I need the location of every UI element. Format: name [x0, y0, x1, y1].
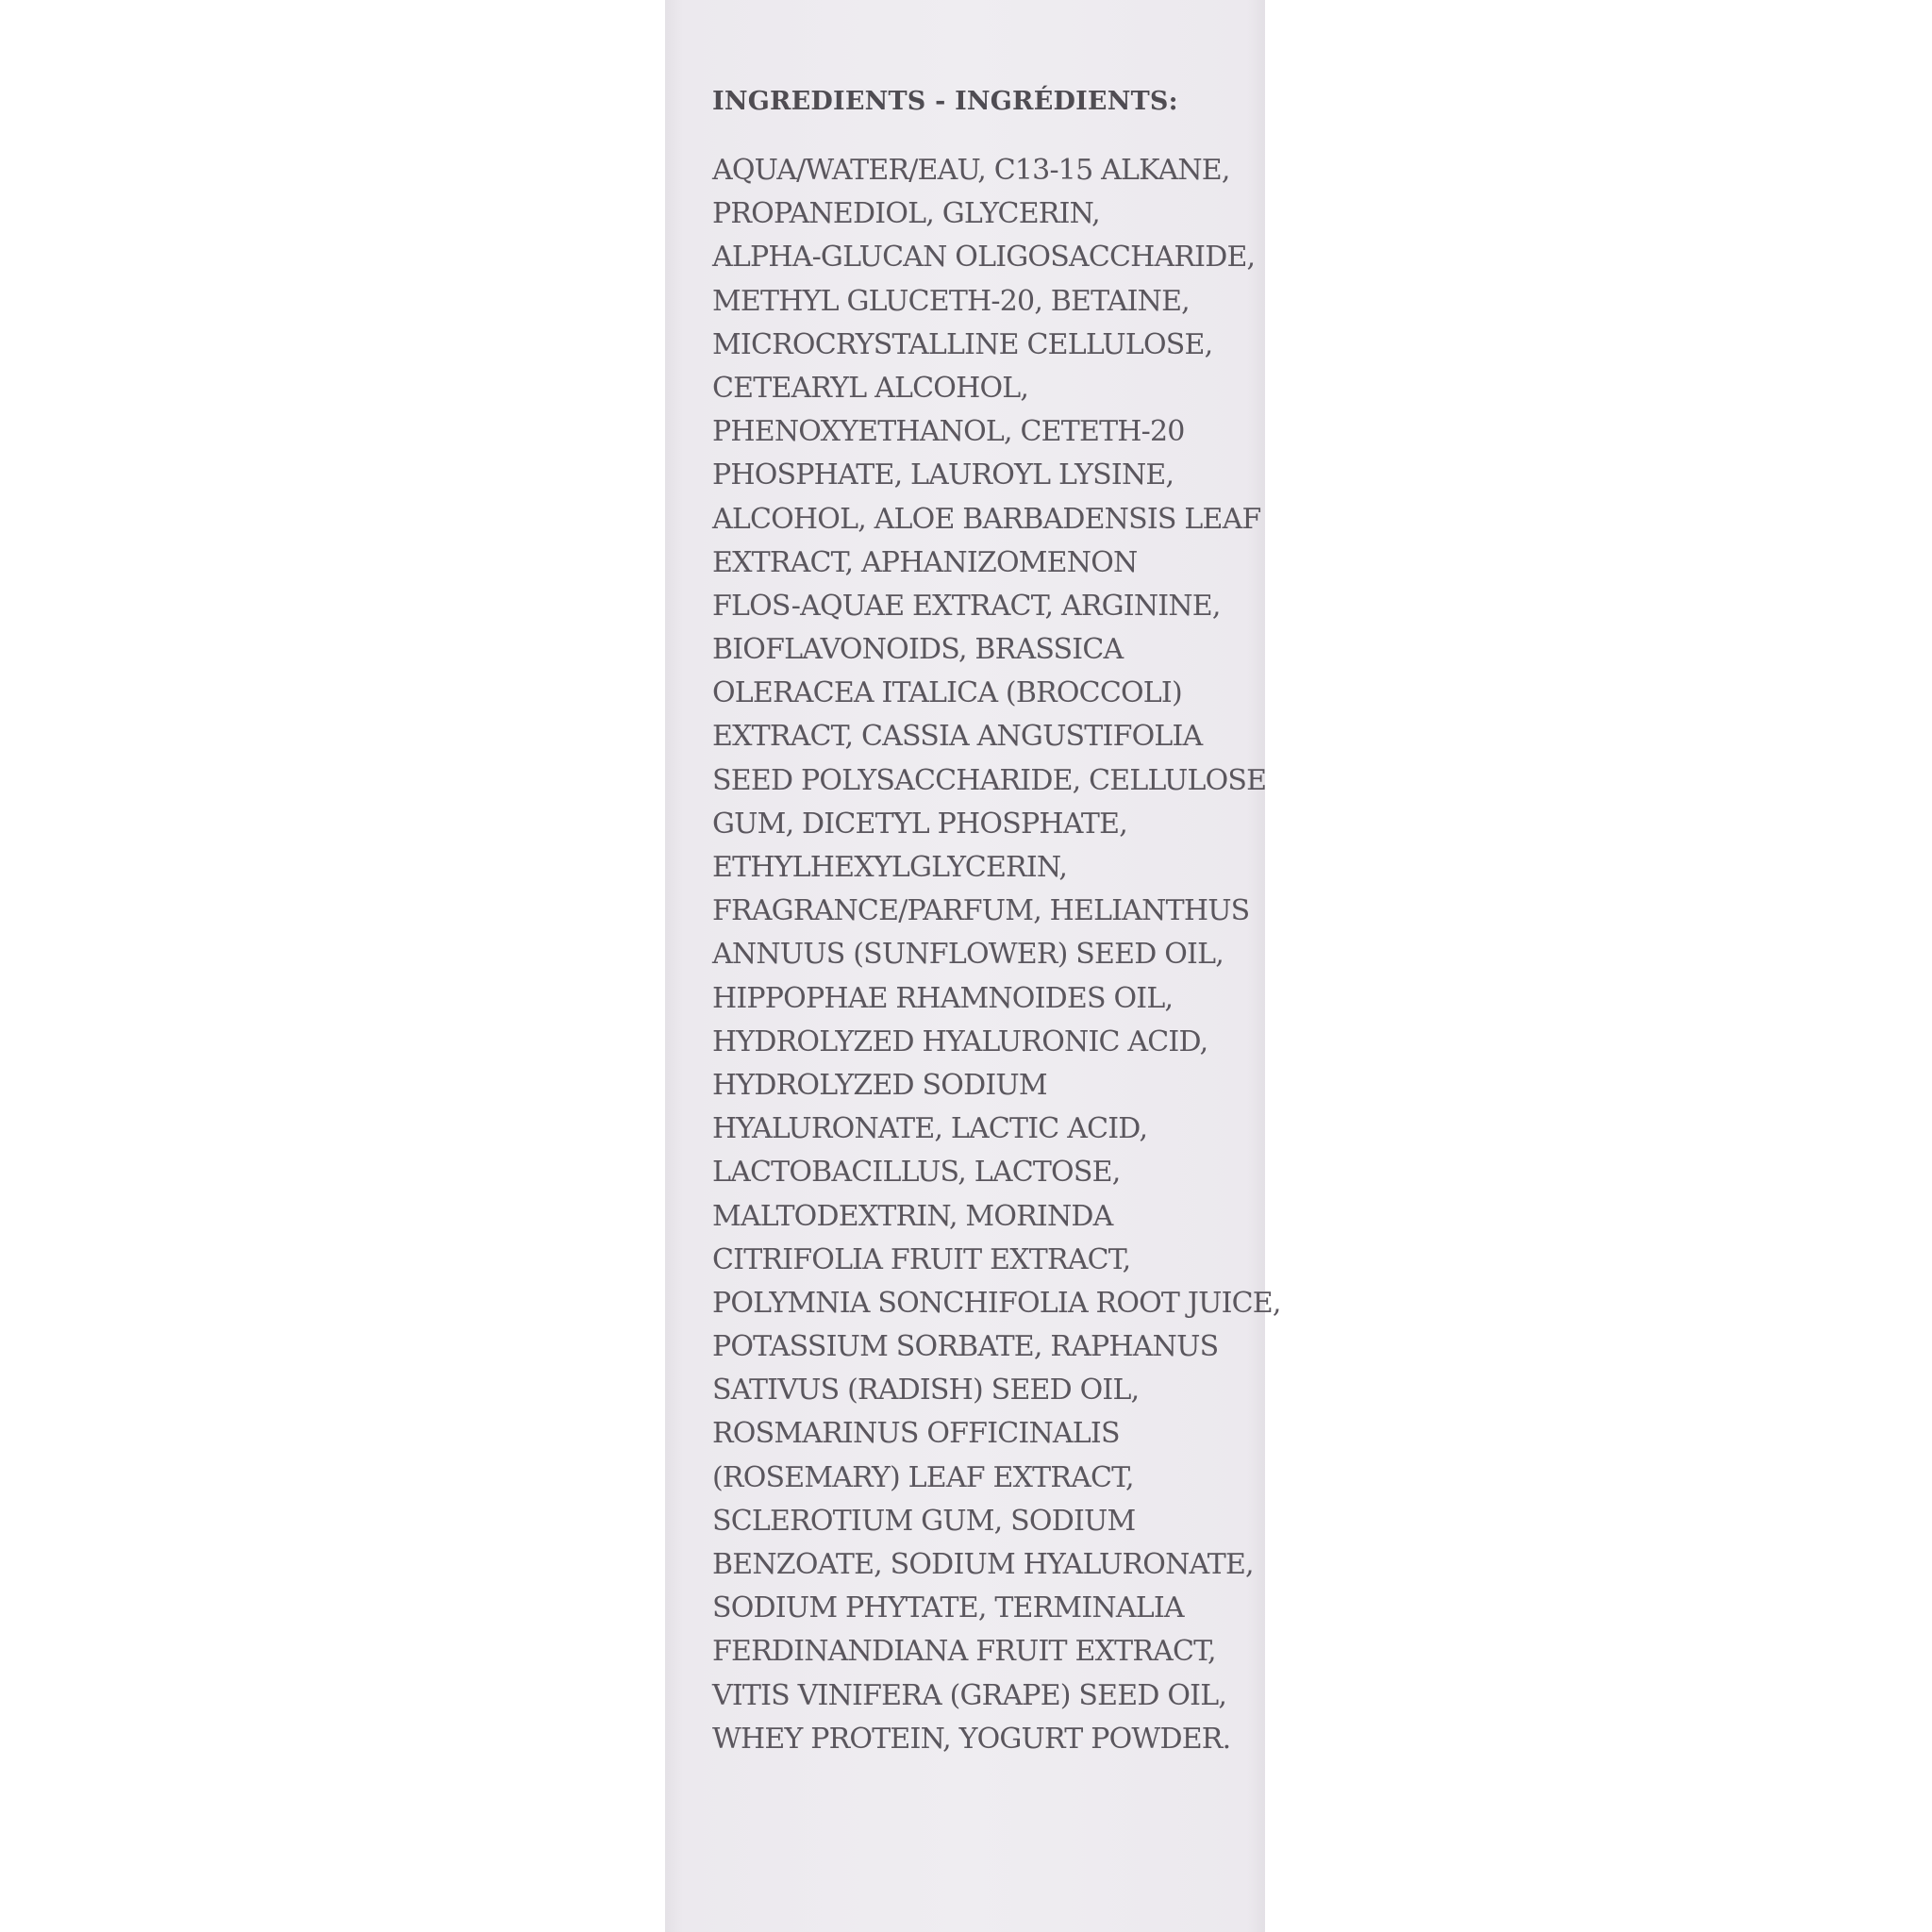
ingredients-line: FRAGRANCE/PARFUM, HELIANTHUS: [712, 894, 1250, 928]
ingredients-line: ETHYLHEXYLGLYCERIN,: [712, 851, 1068, 884]
ingredients-line: WHEY PROTEIN, YOGURT POWDER.: [712, 1722, 1231, 1756]
ingredients-line: CETEARYL ALCOHOL,: [712, 371, 1029, 405]
ingredients-line: SODIUM PHYTATE, TERMINALIA: [712, 1591, 1184, 1625]
ingredients-line: ALCOHOL, ALOE BARBADENSIS LEAF: [712, 502, 1261, 536]
ingredients-line: EXTRACT, CASSIA ANGUSTIFOLIA: [712, 720, 1203, 754]
ingredients-line: (ROSEMARY) LEAF EXTRACT,: [712, 1460, 1134, 1494]
ingredients-heading: INGREDIENTS - INGRÉDIENTS:: [712, 87, 1178, 116]
ingredients-line: HYDROLYZED SODIUM: [712, 1068, 1047, 1102]
ingredients-line: SATIVUS (RADISH) SEED OIL,: [712, 1374, 1140, 1407]
ingredients-line: BENZOATE, SODIUM HYALURONATE,: [712, 1548, 1254, 1581]
ingredients-line: POLYMNIA SONCHIFOLIA ROOT JUICE,: [712, 1286, 1281, 1320]
ingredients-line: MICROCRYSTALLINE CELLULOSE,: [712, 327, 1213, 361]
ingredients-line: ALPHA-GLUCAN OLIGOSACCHARIDE,: [712, 241, 1256, 275]
ingredients-line: HIPPOPHAE RHAMNOIDES OIL,: [712, 981, 1174, 1015]
ingredients-line: LACTOBACILLUS, LACTOSE,: [712, 1156, 1121, 1190]
ingredients-line: FLOS-AQUAE EXTRACT, ARGININE,: [712, 589, 1221, 623]
ingredients-line: SEED POLYSACCHARIDE, CELLULOSE: [712, 763, 1267, 797]
ingredients-line: AQUA/WATER/EAU, C13-15 ALKANE,: [712, 154, 1230, 187]
ingredients-line: CITRIFOLIA FRUIT EXTRACT,: [712, 1242, 1131, 1276]
ingredients-line: MALTODEXTRIN, MORINDA: [712, 1199, 1113, 1233]
ingredients-line: ANNUUS (SUNFLOWER) SEED OIL,: [712, 938, 1224, 972]
ingredients-line: BIOFLAVONOIDS, BRASSICA: [712, 633, 1124, 667]
ingredients-line: OLERACEA ITALICA (BROCCOLI): [712, 676, 1182, 710]
ingredients-line: EXTRACT, APHANIZOMENON: [712, 545, 1138, 579]
ingredients-line: VITIS VINIFERA (GRAPE) SEED OIL,: [712, 1678, 1227, 1712]
ingredients-line: SCLEROTIUM GUM, SODIUM: [712, 1504, 1136, 1538]
ingredients-line: FERDINANDIANA FRUIT EXTRACT,: [712, 1635, 1216, 1669]
ingredients-line: ROSMARINUS OFFICINALIS: [712, 1417, 1120, 1451]
ingredients-line: PHOSPHATE, LAUROYL LYSINE,: [712, 458, 1174, 492]
ingredients-line: HYALURONATE, LACTIC ACID,: [712, 1112, 1148, 1146]
ingredients-line: PHENOXYETHANOL, CETETH-20: [712, 415, 1185, 449]
ingredients-line: METHYL GLUCETH-20, BETAINE,: [712, 284, 1190, 318]
ingredients-line: HYDROLYZED HYALURONIC ACID,: [712, 1024, 1208, 1058]
ingredients-line: GUM, DICETYL PHOSPHATE,: [712, 807, 1127, 841]
ingredients-list: [712, 149, 1281, 1761]
ingredients-line: POTASSIUM SORBATE, RAPHANUS: [712, 1330, 1219, 1364]
ingredients-line: PROPANEDIOL, GLYCERIN,: [712, 197, 1100, 231]
